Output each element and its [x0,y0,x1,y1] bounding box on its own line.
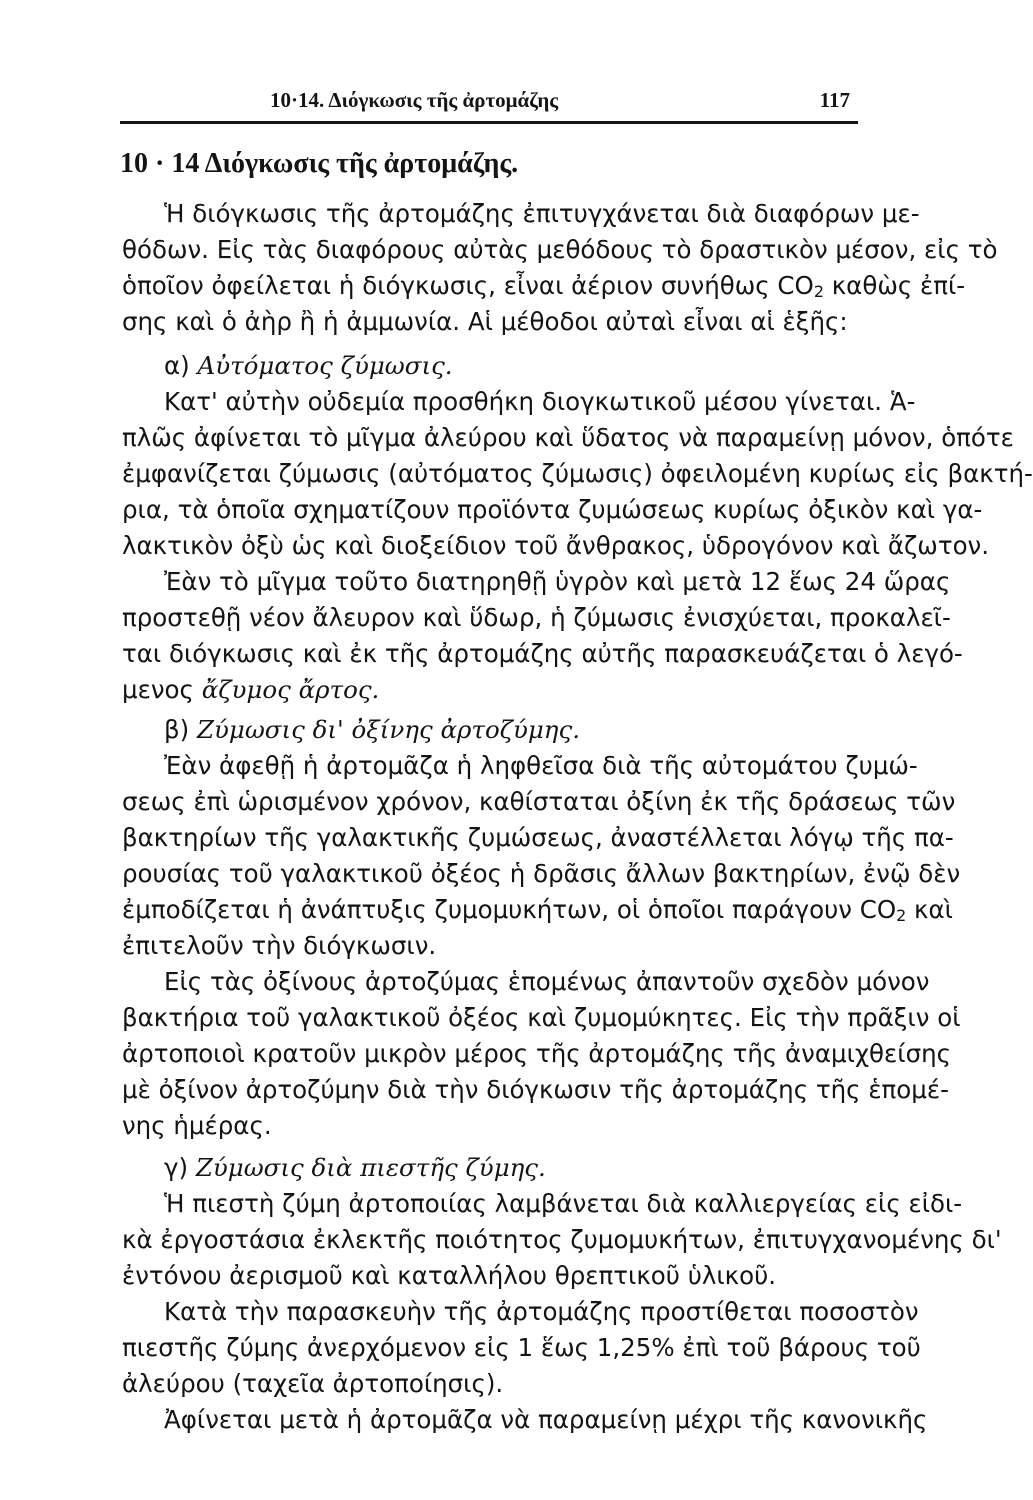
text-line: σης καὶ ὁ ἀὴρ ἢ ἡ ἀμμωνία. Αἱ μέθοδοι αὐταὶ εἶναι αἱ ἑξῆς: [122,307,848,336]
text-line: Ἐὰν τὸ μῖγμα τοῦτο διατηρηθῇ ὑγρὸν καὶ μετὰ 12 ἕως 24 ὥρας [164,567,951,596]
text-line: ἀλεύρου (ταχεῖα ἀρτοποίησις). [122,1369,504,1398]
text-line: ἀρτοποιοὶ κρατοῦν μικρὸν μέρος τῆς ἀρτομάζης τῆς ἀναμιχθείσης [122,1039,952,1068]
text-line: Ἡ πιεστὴ ζύμη ἀρτοποιίας λαμβάνεται διὰ καλλιεργείας εἰς εἰδι- [164,1189,963,1218]
text-line: Εἰς τὰς ὀξίνους ἀρτοζύμας ἑπομένως ἀπαντοῦν σχεδὸν μόνον [164,967,930,996]
text-line: ται διόγκωσις καὶ ἐκ τῆς ἀρτομάζης αὐτῆς παρασκευάζεται ὁ λεγό- [122,639,963,668]
text-line: Ἀφίνεται μετὰ ἡ ἀρτομᾶζα νὰ παραμείνῃ μέχρι τῆς κανονικῆς [164,1405,928,1434]
text-line: πιεστῆς ζύμης ἀνερχόμενον εἰς 1 ἕως 1,25% ἐπὶ τοῦ βάρους τοῦ [122,1333,921,1362]
text-line: Ἡ διόγκωσις τῆς ἀρτομάζης ἐπιτυγχάνεται διὰ διαφόρων με- [164,199,920,228]
text-line: ἐμφανίζεται ζύμωσις (αὐτόματος ζύμωσις) ὀφειλομένη κυρίως εἰς βακτή- [122,459,1033,488]
text-line: λακτικὸν ὀξὺ ὡς καὶ διοξείδιον τοῦ ἄνθρακος, ὑδρογόνον καὶ ἄζωτον. [122,531,990,560]
text-line: ἐμποδίζεται ἡ ἀνάπτυξις ζυμομυκήτων, οἱ ὁποῖοι παράγουν $CO_2$ καὶ [122,895,953,926]
text-line: ὁποῖον ὀφείλεται ἡ διόγκωσις, εἶναι ἀέριον συνήθως $CO_2$ καθὼς ἐπί- [122,271,966,302]
page-number: 117 [819,88,850,112]
running-head [118,84,858,118]
text-line: πλῶς ἀφίνεται τὸ μῖγμα ἀλεύρου καὶ ὕδατος νὰ παραμείνῃ μόνον, ὁπότε [122,423,1014,452]
text-line: προστεθῇ νέον ἄλευρον καὶ ὕδωρ, ἡ ζύμωσις ἐνισχύεται, προκαλεῖ- [122,603,951,632]
header-rule [120,121,858,124]
section-heading: 10 · 14 Διόγκωσις τῆς ἀρτομάζης. [120,148,519,179]
text-line: ρια, τὰ ὁποῖα σχηματίζουν προϊόντα ζυμώσεως κυρίως ὀξικὸν καὶ γα- [122,495,983,524]
text-line: θόδων. Εἰς τὰς διαφόρους αὐτὰς μεθόδους τὸ δραστικὸν μέσον, εἰς τὸ [122,235,998,264]
text-line: σεως ἐπὶ ὡρισμένον χρόνον, καθίσταται ὀξίνη ἐκ τῆς δράσεως τῶν [122,787,956,816]
text-line: νης ἡμέρας. [122,1111,272,1140]
text-line: Κατ' αὐτὴν οὐδεμία προσθήκη διογκωτικοῦ μέσου γίνεται. Ἁ- [164,387,916,416]
text-line: ἐπιτελοῦν τὴν διόγκωσιν. [122,931,437,960]
text-line: ρουσίας τοῦ γαλακτικοῦ ὀξέος ἡ δρᾶσις ἄλλων βακτηρίων, ἐνῷ δὲν [122,859,961,888]
subsection-heading: α) Αὐτόματος ζύμωσις. [164,351,453,380]
text-line: Ἐὰν ἀφεθῇ ἡ ἀρτομᾶζα ἡ ληφθεῖσα διὰ τῆς αὐτομάτου ζυμώ- [164,751,918,780]
text-line: μὲ ὀξίνον ἀρτοζύμην διὰ τὴν διόγκωσιν τῆς ἀρτομάζης τῆς ἑπομέ- [122,1075,949,1104]
text-line: βακτήρια τοῦ γαλακτικοῦ ὀξέος καὶ ζυμομύκητες. Εἰς τὴν πρᾶξιν οἱ [122,1003,961,1032]
subsection-heading: γ) Ζύμωσις διὰ πιεστῆς ζύμης. [164,1153,546,1182]
text-line: κὰ ἐργοστάσια ἐκλεκτῆς ποιότητος ζυμομυκήτων, ἐπιτυγχανομένης δι' [122,1225,1002,1254]
text-line: μενος ἄζυμος ἄρτος. [122,675,380,704]
text-line: Κατὰ τὴν παρασκευὴν τῆς ἀρτομάζης προστίθεται ποσοστὸν [164,1297,919,1326]
text-line: βακτηρίων τῆς γαλακτικῆς ζυμώσεως, ἀναστέλλεται λόγῳ τῆς πα- [122,823,954,852]
running-head-title: 10·14. Διόγκωσις τῆς ἀρτομάζης [270,88,559,112]
text-line: ἐντόνου ἀερισμοῦ καὶ καταλλήλου θρεπτικοῦ ὑλικοῦ. [122,1261,777,1290]
subsection-heading: β) Ζύμωσις δι' ὀξίνης ἀρτοζύμης. [164,715,580,744]
